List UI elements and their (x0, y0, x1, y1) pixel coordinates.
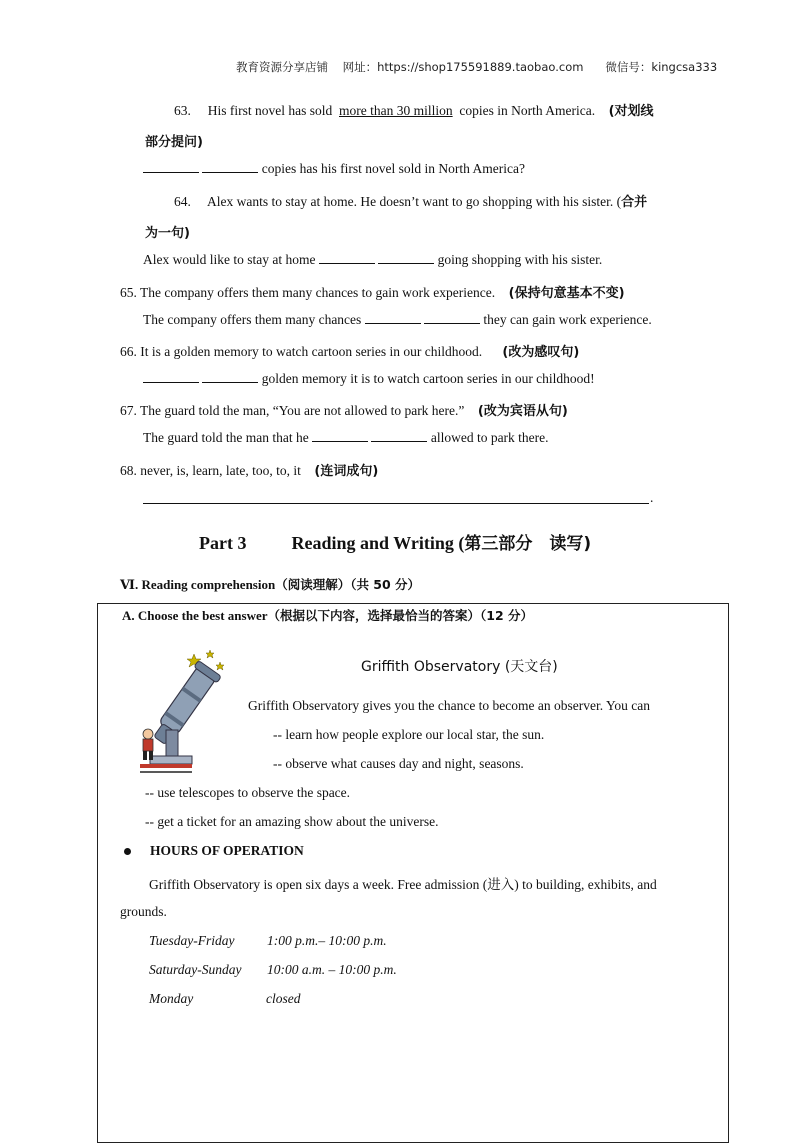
schedule-days: Tuesday-Friday (149, 933, 235, 948)
hours-text-cont: grounds. (120, 904, 167, 919)
question-67 (120, 400, 568, 419)
question-text: copies in North America. (459, 103, 596, 118)
answer-line-68[interactable] (143, 503, 649, 504)
question-text: Alex wants to stay at home. He doesn’t want to go shopping with his sister. ( (207, 194, 622, 209)
answer-text: going shopping with his sister. (437, 252, 603, 267)
answer-blank[interactable] (202, 171, 258, 173)
question-64 (174, 191, 647, 210)
answer-text: golden memory it is to watch cartoon series in our childhood! (261, 371, 595, 386)
section-title-cn: （阅读理解）（共 50 分） (275, 577, 421, 592)
question-number: 63. (174, 103, 191, 118)
question-text: 67. The guard told the man, “You are not allowed to park here.” (120, 403, 465, 418)
answer-blank[interactable] (202, 381, 258, 383)
schedule-days: Saturday-Sunday (149, 962, 242, 977)
passage-intro: Griffith Observatory gives you the chance to become an observer. You can (248, 698, 651, 713)
hours-text: Griffith Observatory is open six days a week. Free admission (进入) to building, exhibits, and (149, 877, 657, 892)
question-66 (120, 341, 579, 360)
schedule-time: 1:00 p.m.– 10:00 p.m. (267, 933, 387, 948)
answer-blank[interactable] (371, 440, 427, 442)
answer-line-67 (143, 430, 549, 446)
answer-line-63 (143, 161, 525, 177)
hours-heading: HOURS OF OPERATION (150, 843, 304, 858)
instruction: (连词成句) (314, 464, 379, 479)
answer-blank[interactable] (319, 262, 375, 264)
instruction: (改为感叹句) (502, 345, 580, 360)
passage-item: -- observe what causes day and night, seasons. (273, 756, 524, 771)
answer-text: copies has his first novel sold in North America? (261, 161, 525, 176)
section-title-en: Ⅵ. Reading comprehension (120, 577, 276, 592)
section-title (120, 575, 420, 593)
instruction-cont: 部分提问) (145, 135, 203, 150)
question-text: His first novel has sold (207, 103, 333, 118)
question-63 (174, 100, 654, 119)
header-url-label: 网址： (342, 60, 378, 74)
question-65 (120, 282, 625, 301)
part-title-cn: 第三部分 读写) (464, 534, 592, 554)
answer-blank[interactable] (378, 262, 434, 264)
instruction: (保持句意基本不变) (508, 286, 625, 301)
answer-line-64 (143, 252, 602, 268)
question-text: 65. The company offers them many chances to gain work experience. (120, 285, 496, 300)
passage-item: -- learn how people explore our local star, the sun. (273, 727, 545, 742)
answer-text: they can gain work experience. (483, 312, 652, 327)
question-text: 66. It is a golden memory to watch cartoon series in our childhood. (120, 344, 483, 359)
passage-item: -- get a ticket for an amazing show about the universe. (145, 814, 439, 829)
answer-text: allowed to park there. (430, 430, 549, 445)
answer-text: The company offers them many chances (143, 312, 362, 327)
part-title-en: Reading and Writing ( (291, 533, 465, 553)
subsection-title (122, 606, 533, 624)
question-text: 68. never, is, learn, late, too, to, it (120, 463, 301, 478)
subsection-title-cn: （根据以下内容，选择最恰当的答案）（12 分） (267, 608, 534, 623)
header-line (236, 59, 717, 75)
answer-period: . (650, 490, 654, 505)
schedule-time: 10:00 a.m. – 10:00 p.m. (267, 962, 397, 977)
header-wechat: 微信号：kingcsa333 (605, 60, 718, 74)
instruction: 合并 (621, 195, 648, 210)
question-68 (120, 460, 378, 479)
part-label: Part 3 (199, 533, 247, 553)
answer-blank[interactable] (365, 322, 421, 324)
bullet-icon (124, 848, 131, 855)
instruction: (改为宾语从句) (477, 404, 568, 419)
instruction-cont: 为一句) (145, 226, 190, 241)
passage-item: -- use telescopes to observe the space. (145, 785, 351, 800)
header-url[interactable]: https://shop175591889.taobao.com (377, 60, 584, 74)
instruction: (对划线 (608, 104, 654, 119)
part-title (199, 529, 591, 554)
subsection-title-en: A. Choose the best answer (122, 608, 268, 623)
answer-blank[interactable] (312, 440, 368, 442)
answer-blank[interactable] (143, 171, 199, 173)
telescope-icon (136, 648, 232, 778)
answer-line-66 (143, 371, 595, 387)
header-shop: 教育资源分享店铺 (236, 60, 328, 74)
answer-blank[interactable] (143, 381, 199, 383)
answer-line-65 (143, 312, 652, 328)
answer-text: Alex would like to stay at home (143, 252, 316, 267)
schedule-days: Monday (149, 991, 194, 1006)
underlined-phrase: more than 30 million (339, 103, 453, 118)
passage-title: Griffith Observatory (天文台) (361, 659, 558, 675)
schedule-time: closed (266, 991, 301, 1006)
answer-blank[interactable] (424, 322, 480, 324)
question-number: 64. (174, 194, 191, 209)
answer-text: The guard told the man that he (143, 430, 309, 445)
